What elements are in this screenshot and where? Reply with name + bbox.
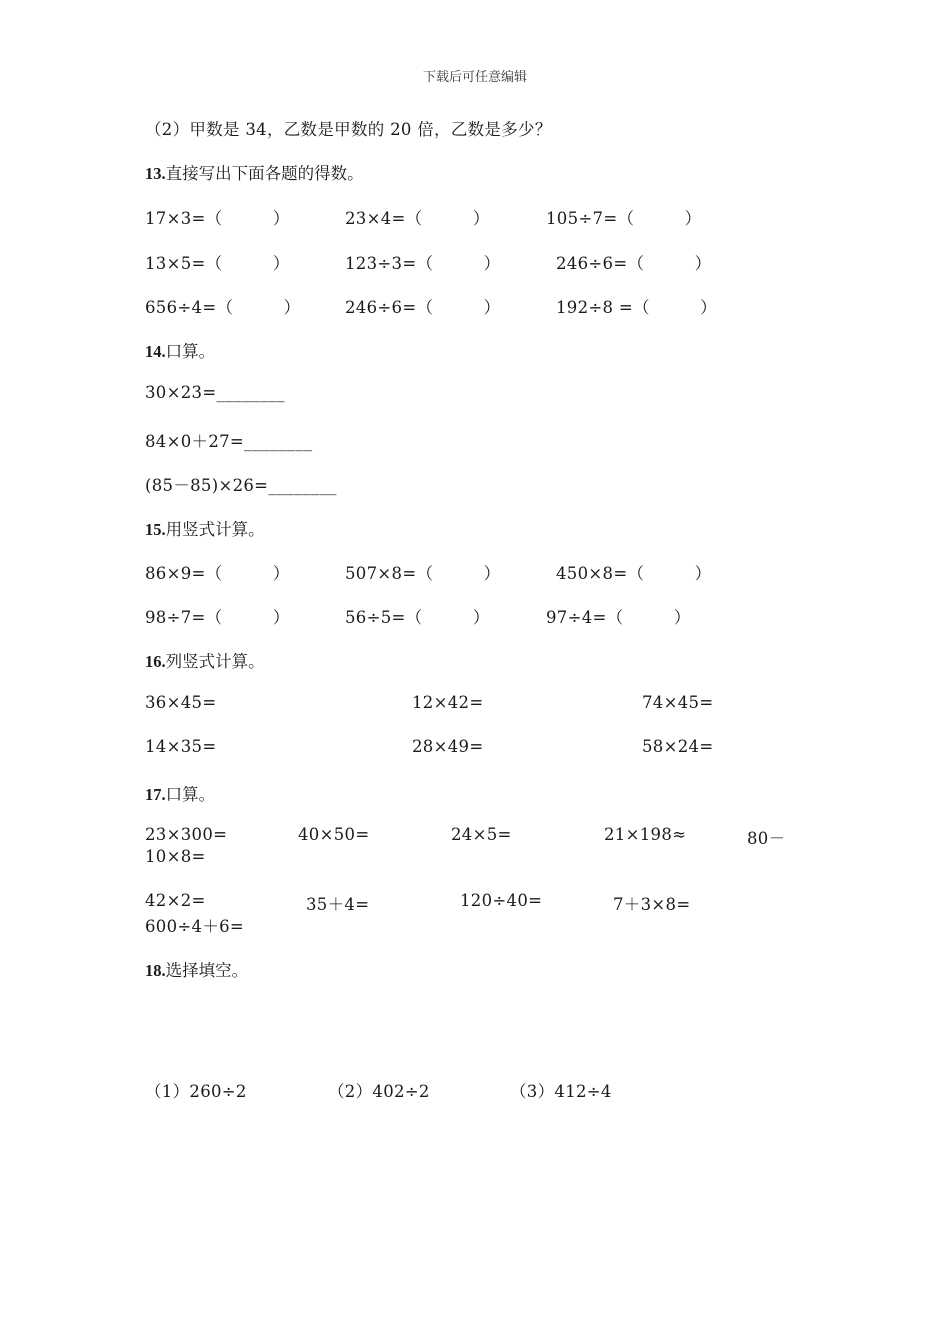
q13-item-6: 246÷6=（ ） — [556, 254, 712, 273]
question-17-heading — [145, 781, 215, 805]
q13-item-3: 105÷7=（ ） — [546, 209, 702, 228]
q17-item-6: 10×8= — [145, 847, 206, 866]
q16-item-4: 14×35= — [145, 737, 217, 756]
question-title: 选择填空。 — [165, 961, 249, 980]
q15-item-5: 56÷5=（ ） — [345, 608, 490, 627]
q17-item-10: 7＋3×8= — [613, 895, 691, 914]
q17-item-9: 120÷40= — [460, 891, 543, 910]
question-14-heading — [145, 338, 215, 362]
q13-item-7: 656÷4=（ ） — [145, 298, 301, 317]
q18-option-2: （2）402÷2 — [328, 1082, 430, 1101]
question-15-heading — [145, 516, 265, 540]
question-title: 口算。 — [165, 785, 216, 804]
q17-item-4: 21×198≈ — [604, 825, 687, 844]
q16-item-1: 36×45= — [145, 693, 217, 712]
q16-item-3: 74×45= — [642, 693, 714, 712]
question-title: 口算。 — [165, 342, 216, 361]
question-16-heading — [145, 648, 265, 672]
q16-item-5: 28×49= — [412, 737, 484, 756]
q16-item-2: 12×42= — [412, 693, 484, 712]
q17-item-11: 600÷4＋6= — [145, 917, 245, 936]
q15-item-2: 507×8=（ ） — [345, 564, 501, 583]
q13-item-9: 192÷8 =（ ） — [556, 298, 717, 317]
q17-item-5: 80－ — [747, 829, 786, 848]
question-12-part-2: （2）甲数是 34，乙数是甲数的 20 倍，乙数是多少？ — [145, 120, 552, 139]
question-number: 15. — [145, 520, 166, 539]
q17-item-7: 42×2= — [145, 891, 206, 910]
q13-item-4: 13×5=（ ） — [145, 254, 290, 273]
question-title: 列竖式计算。 — [165, 652, 265, 671]
question-title: 用竖式计算。 — [165, 520, 265, 539]
q15-item-1: 86×9=（ ） — [145, 564, 290, 583]
question-number: 16. — [145, 652, 166, 671]
q14-item-3: (85－85)×26=________ — [145, 476, 337, 495]
q17-item-2: 40×50= — [298, 825, 370, 844]
question-18-heading — [145, 957, 248, 981]
question-number: 13. — [145, 164, 166, 183]
question-number: 18. — [145, 961, 166, 980]
page-header: 下载后可任意编辑 — [422, 70, 527, 85]
q17-item-3: 24×5= — [451, 825, 512, 844]
q18-option-1: （1）260÷2 — [145, 1082, 247, 1101]
q17-item-1: 23×300= — [145, 825, 228, 844]
question-13-heading — [145, 160, 364, 184]
q14-item-1: 30×23=________ — [145, 383, 285, 402]
q15-item-4: 98÷7=（ ） — [145, 608, 290, 627]
q17-item-8: 35＋4= — [306, 895, 370, 914]
q13-item-2: 23×4=（ ） — [345, 209, 490, 228]
question-title: 直接写出下面各题的得数。 — [165, 164, 364, 183]
q13-item-1: 17×3=（ ） — [145, 209, 290, 228]
q13-item-5: 123÷3=（ ） — [345, 254, 501, 273]
question-number: 14. — [145, 342, 166, 361]
q15-item-6: 97÷4=（ ） — [546, 608, 691, 627]
q14-item-2: 84×0＋27=________ — [145, 432, 313, 451]
q16-item-6: 58×24= — [642, 737, 714, 756]
q13-item-8: 246÷6=（ ） — [345, 298, 501, 317]
q15-item-3: 450×8=（ ） — [556, 564, 712, 583]
question-number: 17. — [145, 785, 166, 804]
q18-option-3: （3）412÷4 — [510, 1082, 612, 1101]
